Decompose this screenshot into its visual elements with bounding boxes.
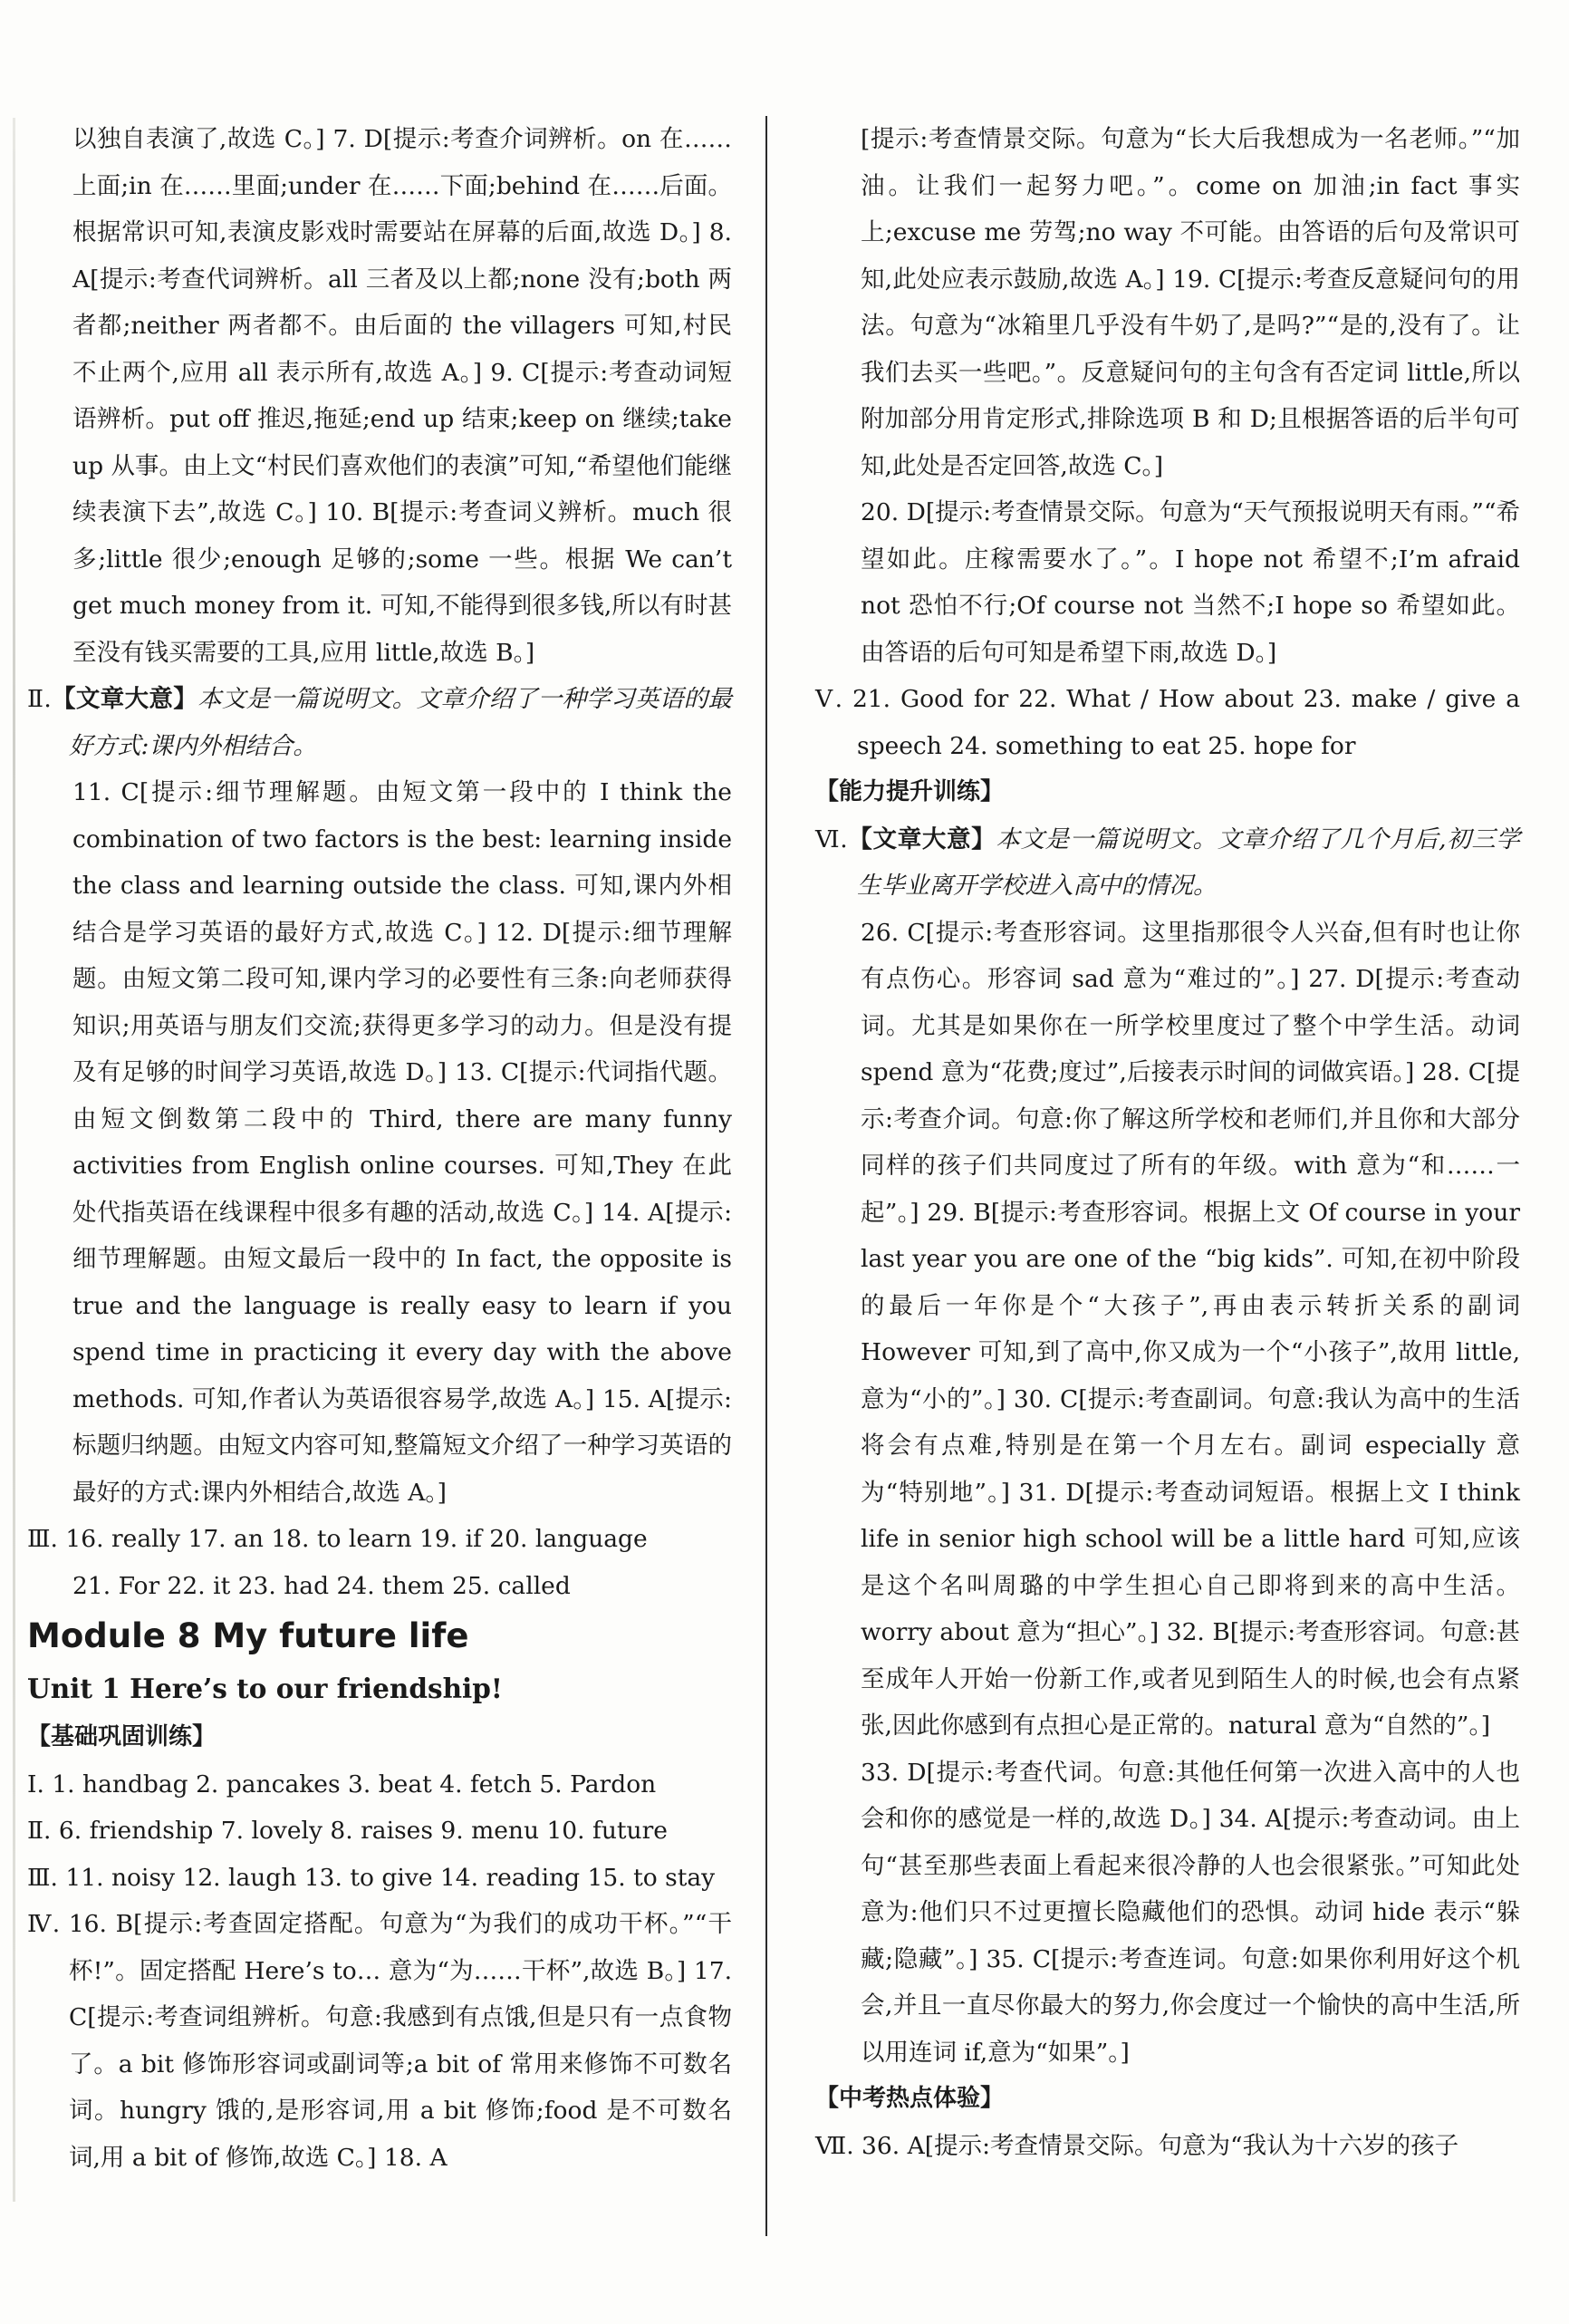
unit-answers-1-5: Ⅰ. 1. handbag 2. pancakes 3. beat 4. fetch 5. Pardon	[27, 1770, 657, 1798]
answers-21-25: 21. For 22. it 23. had 24. them 25. called	[72, 1571, 571, 1600]
summary-tag: 【文章大意】	[847, 824, 996, 853]
unit-answers-11-15: Ⅲ. 11. noisy 12. laugh 13. to give 14. reading 15. to stay	[27, 1863, 716, 1892]
answer-20: 20. D[提示:考查情景交际。句意为“天气预报说明天有雨。”“希望如此。庄稼需要水了。”。I hope not 希望不;I’m afraid not 恐怕不行;Of course not 当然不;I hope so 希望如此。由答语的后句可知是希望下雨,故选 D。]	[861, 498, 1520, 667]
summary-text: 本文是一篇说明文。文章介绍了一种学习英语的最好方式:课内外相结合。	[69, 685, 733, 760]
answers-16-20: Ⅲ. 16. really 17. an 18. to learn 19. if 20. language	[27, 1525, 648, 1553]
section-heading-exam: 【中考热点体验】	[815, 2085, 1005, 2112]
unit-answers-16-18: Ⅳ. 16. B[提示:考查固定搭配。句意为“为我们的成功干杯。”“干杯!”。固定搭配 Here’s to… 意为“为……干杯”,故选 B。] 17. C[提示:考查词组辨析。句意:我感到有点饿,但是只有一点食物了。a bit 修饰形容词或副词等;a bit of 常用来修饰不可数名词。hungry 饿的,是形容词,用 a bit 修饰;food 是不可数名词,用 a bit of 修饰,故选 C。] 18. A	[27, 1910, 732, 2172]
summary-text: 本文是一篇说明文。文章介绍了几个月后,初三学生毕业离开学校进入高中的情况。	[857, 824, 1520, 900]
answers-7-10: 以独自表演了,故选 C。] 7. D[提示:考查介词辨析。on 在……上面;in 在……里面;under 在……下面;behind 在……后面。根据常识可知,表演皮影戏时需要站在屏幕的后面,故选 D。] 8. A[提示:考查代词辨析。all 三者及以上都;none 没有;both 两者都;neither 两者都不。由后面的 the villagers 可知,村民不止两个,应用 all 表示所有,故选 A。] 9. C[提示:考查动词短语辨析。put off 推迟,拖延;end up 结束;keep on 继续;take up 从事。由上文“村民们喜欢他们的表演”可知,“希望他们能继续表演下去”,故选 C。] 10. B[提示:考查词义辨析。much 很多;little 很少;enough 足够的;some 一些。根据 We can’t get much money from it. 可知,不能得到很多钱,所以有时甚至没有钱买需要的工具,应用 little,故选 B。]	[72, 125, 732, 667]
answers-11-15: 11. C[提示:细节理解题。由短文第一段中的 I think the combination of two factors is the best: learning inside the class and learning outside the class. 可知,课内外相结合是学习英语的最好方式,故选 C。] 12. D[提示:细节理解题。由短文第二段可知,课内学习的必要性有三条:向老师获得知识;用英语与朋友们交流;获得更多学习的动力。但是没有提及有足够的时间学习英语,故选 D。] 13. C[提示:代词指代题。由短文倒数第二段中的 Third, there are many funny activities from English online courses. 可知,They 在此处代指英语在线课程中很多有趣的活动,故选 C。] 14. A[提示:细节理解题。由短文最后一段中的 In fact, the opposite is true and the language is really easy to learn if you spend time in practicing it every day with the above methods. 可知,作者认为英语很容易学,故选 A。] 15. A[提示:标题归纳题。由短文内容可知,整篇短文介绍了一种学习英语的最好的方式:课内外相结合,故选 A。]	[72, 778, 732, 1507]
unit-answers-6-10: Ⅱ. 6. friendship 7. lovely 8. raises 9. menu 10. future	[27, 1817, 668, 1845]
summary-tag: 【文章大意】	[51, 685, 198, 713]
answers-18-19: [提示:考查情景交际。句意为“长大后我想成为一名老师。”“加油。让我们一起努力吧。”。come on 加油;in fact 事实上;excuse me 劳驾;no way 不可能。由答语的后句及常识可知,此处应表示鼓励,故选 A。] 19. C[提示:考查反意疑问句的用法。句意为“冰箱里几乎没有牛奶了,是吗?”“是的,没有了。让我们去买一些吧。”。反意疑问句的主句含有否定词 little,所以附加部分用肯定形式,排除选项 B 和 D;且根据答语的后半句可知,此处是否定回答,故选 C。]	[861, 125, 1520, 480]
section-number: Ⅵ.	[815, 824, 848, 853]
section-heading-basic: 【基础巩固训练】	[27, 1723, 217, 1750]
section-number: Ⅱ.	[27, 685, 52, 713]
left-column	[27, 116, 732, 2181]
section-ii-summary	[27, 676, 732, 769]
right-column	[815, 116, 1520, 2169]
answers-21-25-v: Ⅴ. 21. Good for 22. What / How about 23. make / give a speech 24. something to eat 25. hope for	[815, 685, 1520, 760]
answers-33-35: 33. D[提示:考查代词。句意:其他任何第一次进入高中的人也会和你的感觉是一样的,故选 D。] 34. A[提示:考查动词。由上句“甚至那些表面上看起来很冷静的人也会很紧张。”可知此处意为:他们只不过更擅长隐藏他们的恐惧。动词 hide 表示“躲藏;隐藏”。] 35. C[提示:考查连词。句意:如果你利用好这个机会,并且一直尽你最大的努力,你会度过一个愉快的高中生活,所以用连词 if,意为“如果”。]	[861, 1758, 1520, 2067]
column-divider	[765, 116, 767, 2236]
page-edge	[13, 118, 15, 2202]
unit-title: Unit 1 Here’s to our friendship!	[27, 1673, 503, 1704]
answer-36: Ⅶ. 36. A[提示:考查情景交际。句意为“我认为十六岁的孩子	[815, 2131, 1459, 2160]
module-title: Module 8 My future life	[27, 1616, 469, 1655]
answers-26-32: 26. C[提示:考查形容词。这里指那很令人兴奋,但有时也让你有点伤心。形容词 sad 意为“难过的”。] 27. D[提示:考查动词。尤其是如果你在一所学校里度过了整个中学生活。动词 spend 意为“花费;度过”,后接表示时间的词做宾语。] 28. C[提示:考查介词。句意:你了解这所学校和老师们,并且你和大部分同样的孩子们共同度过了所有的年级。with 意为“和……一起”。] 29. B[提示:考查形容词。根据上文 Of course in your last year you are one of the “big kids”. 可知,在初中阶段的最后一年你是个“大孩子”,再由表示转折关系的副词 However 可知,到了高中,你又成为一个“小孩子”,故用 little,意为“小的”。] 30. C[提示:考查副词。句意:我认为高中的生活将会有点难,特别是在第一个月左右。副词 especially 意为“特别地”。] 31. D[提示:考查动词短语。根据上文 I think life in senior high school will be a little hard 可知,应该是这个名叫周璐的中学生担心自己即将到来的高中生活。worry about 意为“担心”。] 32. B[提示:考查形容词。句意:甚至成年人开始一份新工作,或者见到陌生人的时候,也会有点紧张,因此你感到有点担心是正常的。natural 意为“自然的”。]	[861, 918, 1520, 1740]
section-heading-improve: 【能力提升训练】	[815, 778, 1005, 805]
section-vi-summary	[815, 816, 1520, 910]
